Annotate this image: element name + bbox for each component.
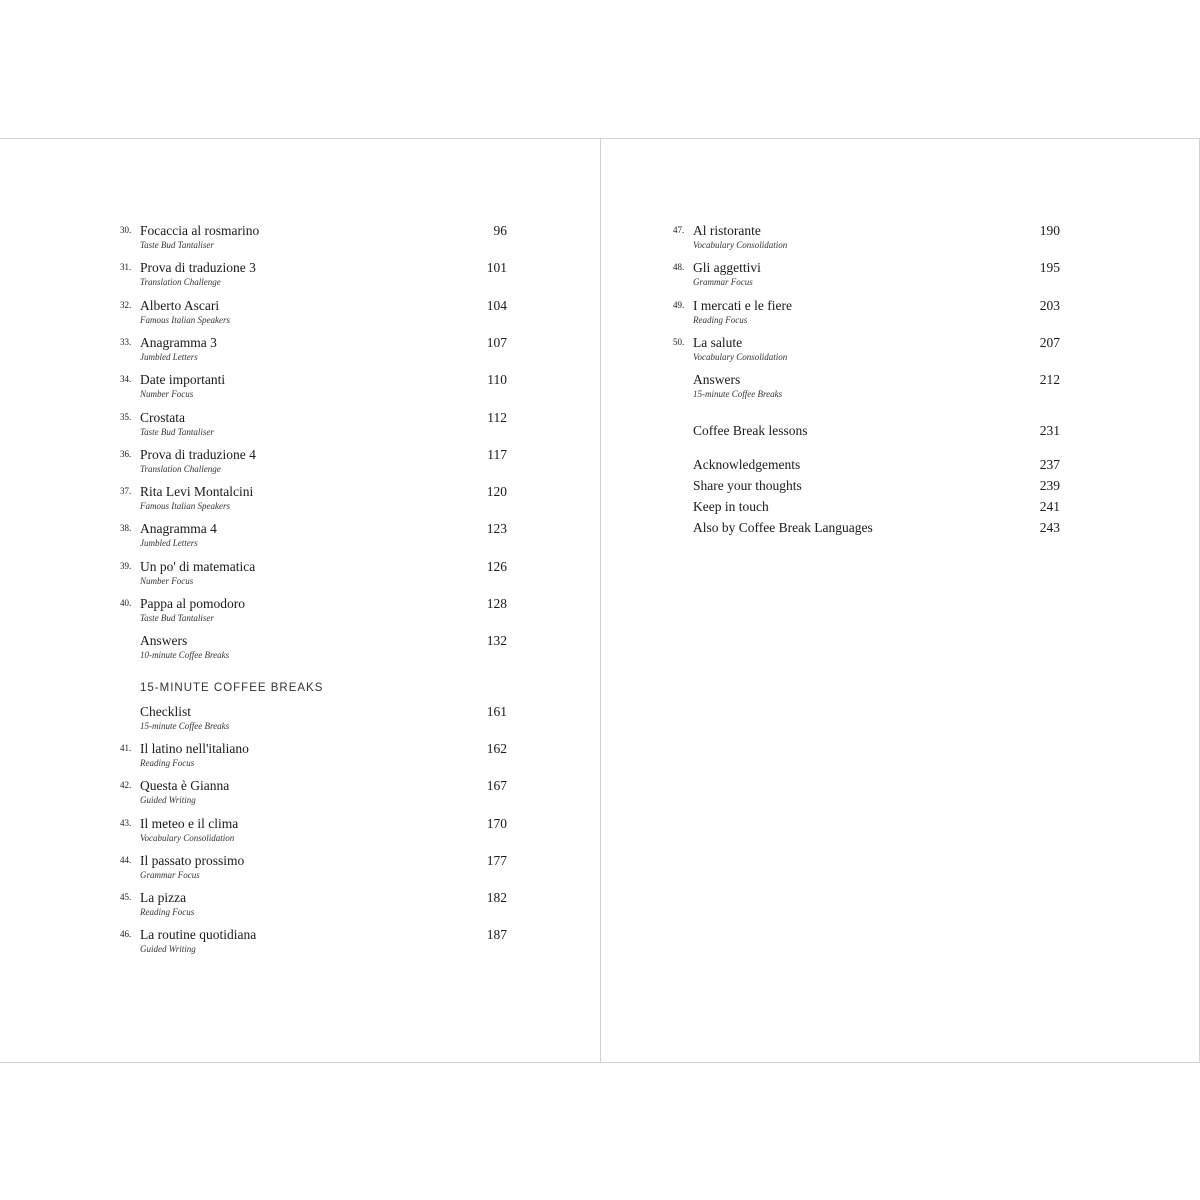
entry-subtitle: Jumbled Letters [140,351,198,362]
entry-subtitle: Jumbled Letters [140,538,198,549]
entry-page-number: 107 [486,334,507,350]
entry-title: Rita Levi Montalcini [140,484,254,500]
entry-page-number: 120 [486,484,507,500]
toc-entry[interactable] [120,521,507,557]
entry-title: Crostata [140,409,185,425]
entry-number: 31. [120,262,132,273]
entry-subtitle: Guided Writing [140,944,196,955]
entry-subtitle: Taste Bud Tantaliser [140,240,214,250]
entry-number: 35. [120,411,132,422]
entry-page-number: 101 [486,260,507,276]
entry-subtitle: Taste Bud Tantaliser [140,613,214,623]
section-heading: 15-MINUTE COFFEE BREAKS [140,682,324,694]
toc-entry[interactable] [120,372,507,408]
toc-entry[interactable] [120,633,507,669]
entry-page-number: 241 [1039,499,1060,514]
entry-page-number: 212 [1039,372,1060,388]
entry-page-number: 195 [1039,260,1060,276]
entry-number: 40. [120,598,132,608]
entry-title: Il passato prossimo [140,852,245,868]
entry-title: Acknowledgements [693,457,801,472]
entry-number: 38. [120,523,132,534]
entry-subtitle: Vocabulary Consolidation [693,351,788,362]
entry-title: I mercati e le fiere [693,297,792,313]
toc-entry[interactable] [673,372,1060,408]
entry-number: 50. [673,336,685,347]
toc-entry[interactable] [120,741,507,777]
entry-page-number: 203 [1039,297,1060,313]
toc-entry[interactable] [120,223,507,259]
entry-title: Answers [140,633,188,649]
entry-page-number: 128 [486,596,507,611]
entry-subtitle: Famous Italian Speakers [140,501,230,512]
toc-entry[interactable] [120,447,507,483]
entry-title: Un po' di matematica [140,558,256,574]
entry-title: Questa è Gianna [140,778,230,794]
page-gutter [600,138,601,1062]
entry-title: La pizza [140,890,187,905]
toc-entry[interactable] [120,484,507,520]
entry-title: La salute [693,334,743,350]
entry-number: 33. [120,336,132,347]
toc-entry[interactable] [120,410,507,446]
entry-title: Pappa al pomodoro [140,596,245,611]
entry-title: Answers [693,372,741,388]
toc-entry[interactable] [120,596,507,632]
entry-number: 46. [120,929,132,940]
toc-entry[interactable] [673,298,1060,334]
entry-subtitle: Guided Writing [140,795,196,806]
entry-title: Gli aggettivi [693,260,761,276]
entry-title: Focaccia al rosmarino [140,223,260,238]
entry-number: 32. [120,299,132,310]
entry-subtitle: Reading Focus [140,758,195,769]
toc-entry[interactable] [673,260,1060,296]
entry-number: 42. [120,780,132,791]
entry-number: 30. [120,225,132,235]
entry-page-number: 243 [1039,520,1060,535]
entry-subtitle: 15-minute Coffee Breaks [693,389,783,400]
entry-page-number: 96 [493,223,507,238]
toc-entry[interactable] [120,260,507,296]
entry-page-number: 161 [486,704,507,719]
entry-title: Keep in touch [693,499,769,514]
entry-subtitle: Reading Focus [140,907,195,917]
entry-title: Prova di traduzione 3 [140,260,256,276]
entry-subtitle: Number Focus [140,575,194,586]
entry-title: Prova di traduzione 4 [140,446,256,462]
entry-subtitle: Grammar Focus [693,277,753,288]
entry-subtitle: 15-minute Coffee Breaks [140,721,230,731]
toc-entry[interactable] [673,335,1060,371]
toc-entry[interactable] [673,423,1060,459]
entry-page-number: 177 [486,852,507,868]
entry-title: Anagramma 4 [140,521,217,537]
entry-title: Il meteo e il clima [140,815,239,831]
entry-subtitle: Vocabulary Consolidation [140,832,235,843]
entry-subtitle: Taste Bud Tantaliser [140,426,214,437]
entry-title: Anagramma 3 [140,334,217,350]
entry-page-number: 207 [1039,334,1060,350]
entry-number: 37. [120,486,132,497]
toc-entry[interactable] [120,335,507,371]
toc-entry[interactable] [120,816,507,852]
toc-entry[interactable] [120,927,507,963]
entry-subtitle: Famous Italian Speakers [140,314,230,325]
toc-entry[interactable] [120,853,507,889]
entry-number: 45. [120,892,132,902]
entry-page-number: 170 [486,815,507,831]
entry-title: Share your thoughts [693,478,802,493]
toc-entry[interactable] [120,559,507,595]
entry-subtitle: Vocabulary Consolidation [693,240,788,250]
toc-entry[interactable] [673,520,1060,556]
toc-entry[interactable] [120,890,507,926]
entry-subtitle: Translation Challenge [140,277,221,288]
entry-title: Date importanti [140,372,226,388]
entry-page-number: 117 [487,446,507,462]
entry-number: 43. [120,817,132,828]
entry-page-number: 110 [487,372,507,388]
entry-subtitle: Reading Focus [693,314,748,325]
entry-page-number: 231 [1039,423,1060,438]
entry-page-number: 167 [486,778,507,794]
entry-page-number: 112 [487,409,507,425]
entry-number: 34. [120,374,132,385]
entry-title: Alberto Ascari [140,297,220,313]
entry-page-number: 237 [1039,457,1060,472]
entry-number: 39. [120,560,132,571]
toc-entry[interactable] [120,704,507,740]
entry-page-number: 182 [486,890,507,905]
toc-entry[interactable] [673,223,1060,259]
entry-subtitle: 10-minute Coffee Breaks [140,650,230,661]
entry-page-number: 187 [486,927,507,943]
entry-page-number: 239 [1039,478,1060,493]
toc-entry[interactable] [120,778,507,814]
entry-title: Al ristorante [693,223,761,238]
entry-title: Checklist [140,704,191,719]
entry-page-number: 126 [486,558,507,574]
toc-entry[interactable] [120,298,507,334]
entry-number: 41. [120,743,132,754]
entry-page-number: 123 [486,521,507,537]
entry-page-number: 132 [486,633,507,649]
entry-number: 49. [673,299,685,310]
entry-title: Coffee Break lessons [693,423,808,438]
entry-number: 44. [120,854,132,865]
entry-page-number: 162 [486,741,507,757]
entry-subtitle: Number Focus [140,389,194,400]
entry-title: La routine quotidiana [140,927,257,943]
entry-page-number: 190 [1039,223,1060,238]
entry-title: Il latino nell'italiano [140,741,249,757]
entry-number: 48. [673,262,685,273]
entry-number: 36. [120,448,132,459]
entry-subtitle: Grammar Focus [140,869,200,880]
entry-number: 47. [673,225,685,235]
entry-subtitle: Translation Challenge [140,463,221,474]
entry-page-number: 104 [486,297,507,313]
entry-title: Also by Coffee Break Languages [693,520,873,535]
